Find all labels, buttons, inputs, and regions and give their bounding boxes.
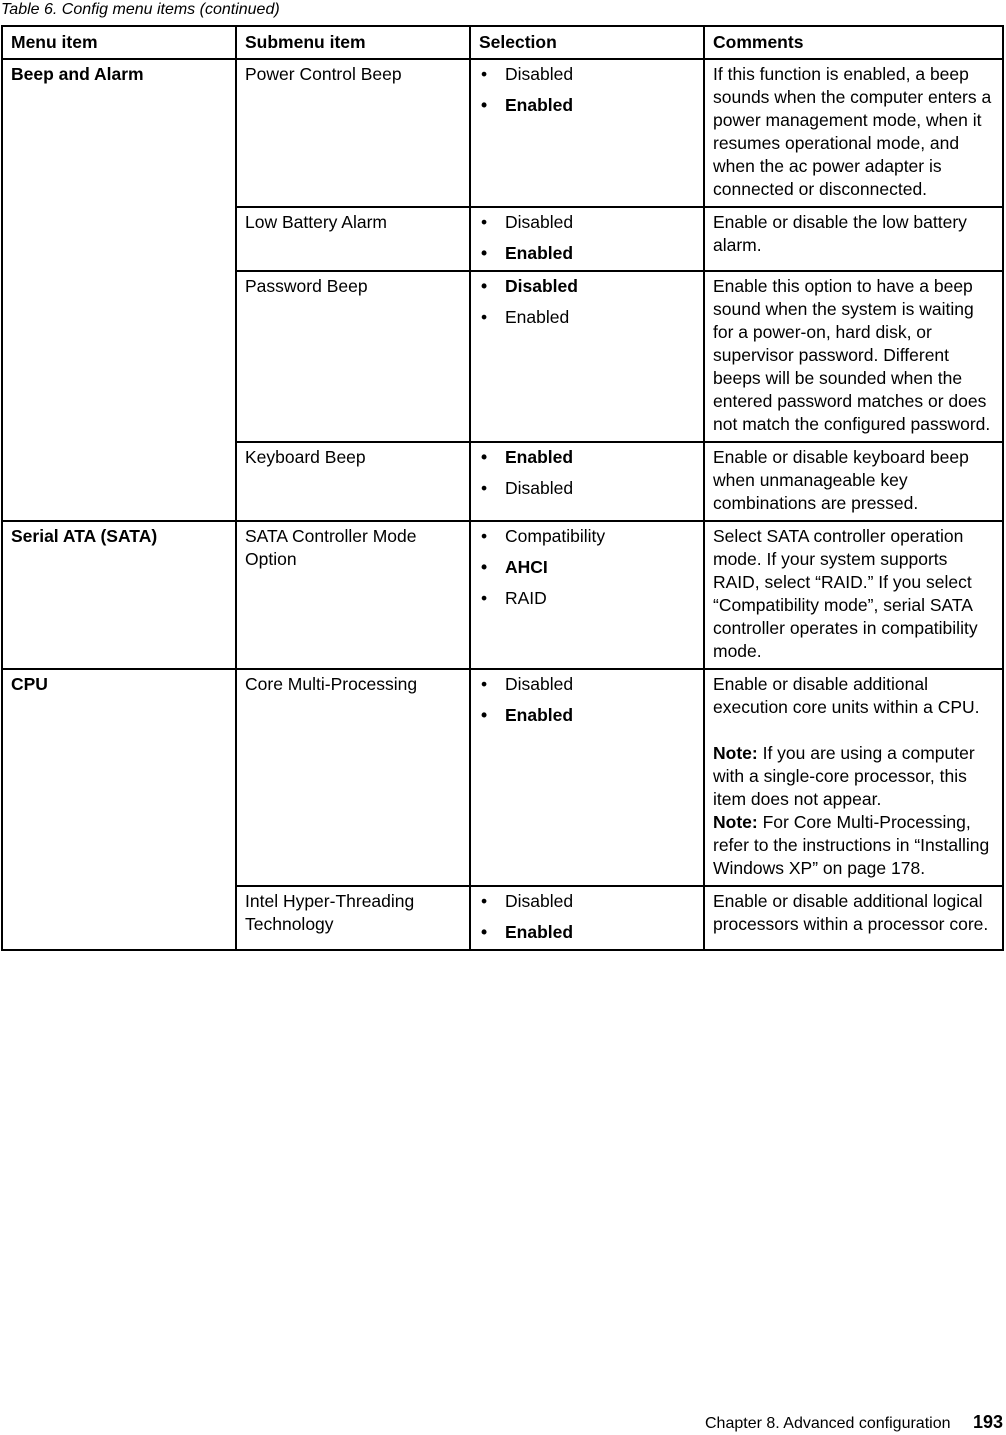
comment-cell xyxy=(704,669,1003,886)
bullet-icon: • xyxy=(481,447,488,467)
menu-item-cpu: CPU xyxy=(2,669,236,950)
option-item xyxy=(479,587,695,610)
comment-cell: Enable or disable the low battery alarm. xyxy=(704,207,1003,271)
option-label: Enabled xyxy=(505,705,574,725)
header-submenu-item: Submenu item xyxy=(236,26,470,59)
submenu-intel-hyper-threading: Intel Hyper-Threading Technology xyxy=(236,886,470,950)
bullet-icon: • xyxy=(481,95,488,115)
bullet-icon: • xyxy=(481,922,488,942)
selection-cell xyxy=(470,59,704,207)
page-number: 193 xyxy=(972,1412,1003,1432)
bullet-icon: • xyxy=(481,891,488,911)
chapter-title: Chapter 8. Advanced configuration xyxy=(705,1415,951,1432)
option-label: Compatibility xyxy=(505,526,606,546)
comment-cell: Select SATA controller operation mode. If your system supports RAID, select “RAID.” If you select “Compatibility mode”, serial SATA controller operates in compatibility mode. xyxy=(704,521,1003,669)
option-label: AHCI xyxy=(505,557,548,577)
option-item-default xyxy=(479,704,695,727)
bullet-icon: • xyxy=(481,705,488,725)
header-selection: Selection xyxy=(470,26,704,59)
bullet-icon: • xyxy=(481,674,488,694)
bullet-icon: • xyxy=(481,526,488,546)
option-item xyxy=(479,477,695,500)
option-label: Disabled xyxy=(505,478,574,498)
selection-cell xyxy=(470,271,704,442)
option-item xyxy=(479,890,695,913)
option-item xyxy=(479,211,695,234)
spacer xyxy=(713,719,994,742)
menu-item-serial-ata: Serial ATA (SATA) xyxy=(2,521,236,669)
table-caption: Table 6. Config menu items (continued) xyxy=(1,1,280,18)
submenu-password-beep: Password Beep xyxy=(236,271,470,442)
bullet-icon: • xyxy=(481,276,488,296)
option-label: Disabled xyxy=(505,64,574,84)
submenu-keyboard-beep: Keyboard Beep xyxy=(236,442,470,521)
header-comments: Comments xyxy=(704,26,1003,59)
bullet-icon: • xyxy=(481,588,488,608)
selection-cell xyxy=(470,442,704,521)
option-item-default xyxy=(479,94,695,117)
comment-text: Enable or disable additional execution core units within a CPU. xyxy=(713,674,980,717)
menu-item-beep-and-alarm: Beep and Alarm xyxy=(2,59,236,521)
config-menu-table xyxy=(1,25,1004,951)
header-menu-item: Menu item xyxy=(2,26,236,59)
submenu-power-control-beep: Power Control Beep xyxy=(236,59,470,207)
option-label: Enabled xyxy=(505,95,574,115)
comment-cell: If this function is enabled, a beep sounds when the computer enters a power management mode, when it resumes operational mode, and when the ac power adapter is connected or disconnected. xyxy=(704,59,1003,207)
note-text: For Core Multi-Processing, refer to the instructions in “Installing Windows XP” on page 178. xyxy=(713,812,990,878)
selection-cell xyxy=(470,521,704,669)
option-item-default xyxy=(479,446,695,469)
selection-cell xyxy=(470,669,704,886)
option-item-default xyxy=(479,242,695,265)
comment-cell: Enable or disable keyboard beep when unmanageable key combinations are pressed. xyxy=(704,442,1003,521)
page-footer xyxy=(705,1411,1003,1435)
option-item-default xyxy=(479,556,695,579)
note xyxy=(713,742,994,811)
submenu-sata-controller-mode: SATA Controller Mode Option xyxy=(236,521,470,669)
option-label: Disabled xyxy=(505,674,574,694)
option-label: Disabled xyxy=(505,891,574,911)
option-label: Enabled xyxy=(505,922,574,942)
comment-cell: Enable or disable additional logical processors within a processor core. xyxy=(704,886,1003,950)
table-header-row xyxy=(2,26,1003,59)
note-label: Note: xyxy=(713,812,758,832)
option-item-default xyxy=(479,921,695,944)
bullet-icon: • xyxy=(481,64,488,84)
option-item xyxy=(479,306,695,329)
option-item xyxy=(479,673,695,696)
option-item-default xyxy=(479,275,695,298)
note-label: Note: xyxy=(713,743,758,763)
table-row xyxy=(2,59,1003,207)
table-row xyxy=(2,669,1003,886)
option-label: RAID xyxy=(505,588,547,608)
selection-cell xyxy=(470,886,704,950)
bullet-icon: • xyxy=(481,307,488,327)
submenu-low-battery-alarm: Low Battery Alarm xyxy=(236,207,470,271)
option-label: Enabled xyxy=(505,307,570,327)
option-label: Disabled xyxy=(505,276,578,296)
option-label: Enabled xyxy=(505,447,574,467)
bullet-icon: • xyxy=(481,478,488,498)
note xyxy=(713,811,994,880)
submenu-core-multi-processing: Core Multi-Processing xyxy=(236,669,470,886)
selection-cell xyxy=(470,207,704,271)
bullet-icon: • xyxy=(481,243,488,263)
option-label: Disabled xyxy=(505,212,574,232)
option-label: Enabled xyxy=(505,243,574,263)
bullet-icon: • xyxy=(481,212,488,232)
table-row xyxy=(2,521,1003,669)
option-item xyxy=(479,63,695,86)
note-text: If you are using a computer with a single-core processor, this item does not appear. xyxy=(713,743,975,809)
bullet-icon: • xyxy=(481,557,488,577)
option-item xyxy=(479,525,695,548)
comment-cell: Enable this option to have a beep sound when the system is waiting for a power-on, hard disk, or supervisor password. Different beeps will be sounded when the entered password matches or does not match the configured password. xyxy=(704,271,1003,442)
